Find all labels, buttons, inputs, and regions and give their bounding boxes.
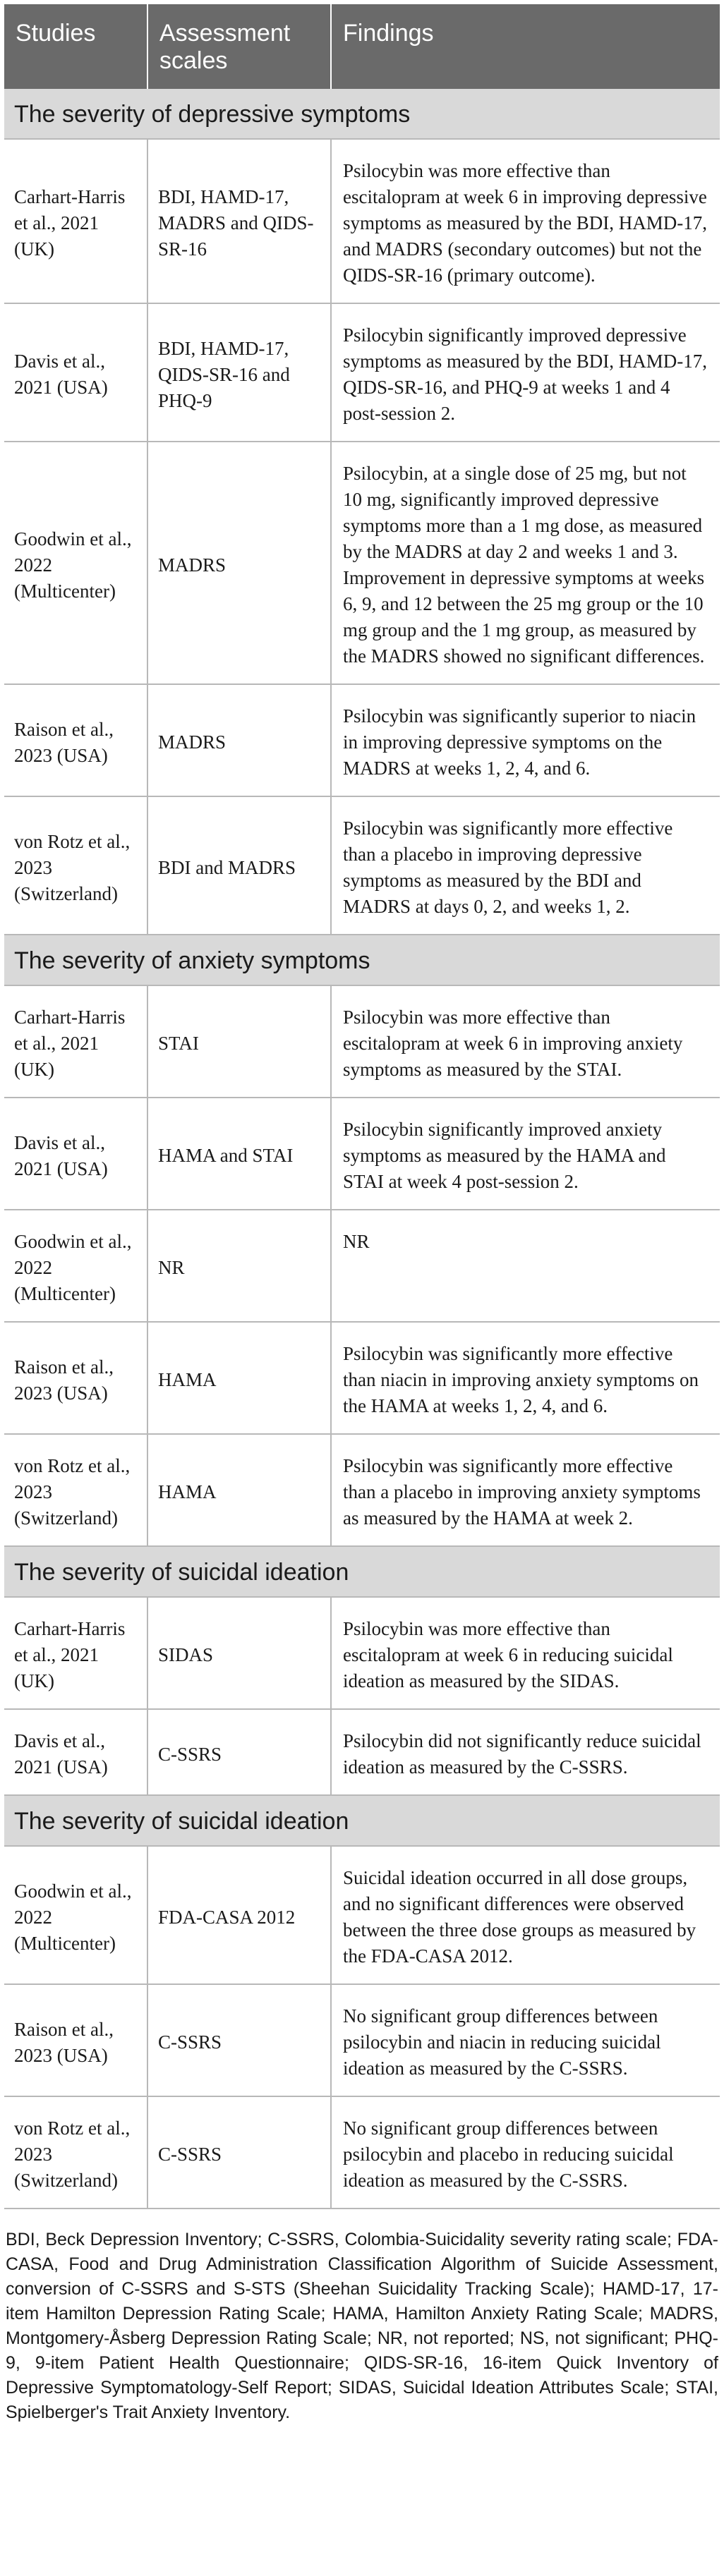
assessment-scales-cell: FDA-CASA 2012: [147, 1846, 331, 1984]
study-cell: Raison et al., 2023 (USA): [4, 1984, 147, 2096]
findings-text: Psilocybin, at a single dose of 25 mg, but not 10 mg, significantly improved depressive symptoms more than a 1 mg dose, as measured by the MADRS at day 2 and weeks 1 and 3.: [343, 463, 703, 562]
table-footnote: BDI, Beck Depression Inventory; C-SSRS, Colombia-Suicidality severity rating scale; FDA-CASA, Food and Drug Administration Classification Algorithm of Suicide Assessment, conversion of C-SSRS and S-STS (Sheehan Suicidality Tracking Scale); HAMD-17, 17-item Hamilton Depression Rating Scale; HAMA, Hamilton Anxiety Rating Scale; MADRS, Montgomery-Åsberg Depression Rating Scale; NR, not reported; NS, not significant; PHQ-9, 9-item Patient Health Questionnaire; QIDS-SR-16, 16-item Quick Inventory of Depressive Symptomatology-Self Report; SIDAS, Suicidal Ideation Attributes Scale; STAI, Spielberger's Trait Anxiety Inventory.: [6, 2230, 718, 2422]
table-row: [4, 985, 720, 1098]
findings-text: Psilocybin significantly improved depressive symptoms as measured by the BDI, HAMD-17, QIDS-SR-16, and PHQ-9 at weeks 1 and 4 post-session 2.: [343, 324, 707, 424]
study-cell: von Rotz et al., 2023 (Switzerland): [4, 1434, 147, 1546]
findings-cell: [331, 1709, 720, 1795]
study-cell: Goodwin et al., 2022 (Multicenter): [4, 1846, 147, 1984]
findings-text: Psilocybin was more effective than escitalopram at week 6 in improving anxiety symptoms as measured by the STAI.: [343, 1007, 683, 1080]
findings-cell: [331, 139, 720, 303]
table-row: [4, 2096, 720, 2209]
study-cell: Raison et al., 2023 (USA): [4, 1322, 147, 1434]
findings-cell: [331, 684, 720, 796]
findings-cell: [331, 1322, 720, 1434]
results-table: [4, 4, 720, 2209]
table-row: [4, 442, 720, 684]
findings-text: Improvement in depressive symptoms at weeks 6, 9, and 12 between the 25 mg group or the 10 mg group and the 1 mg group, as measured by the MADRS showed no significant differences.: [343, 567, 705, 667]
assessment-scales-cell: MADRS: [147, 684, 331, 796]
table-row: [4, 796, 720, 935]
study-cell: Davis et al., 2021 (USA): [4, 1709, 147, 1795]
findings-text: Psilocybin was more effective than escitalopram at week 6 in reducing suicidal ideation as measured by the SIDAS.: [343, 1618, 673, 1691]
findings-text: Psilocybin was significantly more effective than a placebo in improving depressive symptoms as measured by the BDI and MADRS at days 0, 2, and weeks 1, 2.: [343, 818, 673, 917]
table-header: [4, 4, 720, 89]
table-row: [4, 1098, 720, 1210]
document-page: [4, 4, 720, 2425]
findings-cell: [331, 1434, 720, 1546]
table-row: [4, 1322, 720, 1434]
assessment-scales-cell: NR: [147, 1210, 331, 1322]
study-cell: Goodwin et al., 2022 (Multicenter): [4, 1210, 147, 1322]
study-cell: von Rotz et al., 2023 (Switzerland): [4, 2096, 147, 2209]
table-row: [4, 1709, 720, 1795]
table-row: [4, 1597, 720, 1709]
assessment-scales-cell: HAMA: [147, 1322, 331, 1434]
study-cell: Carhart-Harris et al., 2021 (UK): [4, 985, 147, 1098]
study-cell: Raison et al., 2023 (USA): [4, 684, 147, 796]
section-title: The severity of suicidal ideation: [4, 1795, 720, 1846]
assessment-scales-cell: BDI, HAMD-17, QIDS-SR-16 and PHQ-9: [147, 303, 331, 442]
findings-cell: [331, 442, 720, 684]
findings-text: Psilocybin was more effective than escitalopram at week 6 in improving depressive symptoms as measured by the BDI, HAMD-17, and MADRS (secondary outcomes) but not the QIDS-SR-16 (primary outcome).: [343, 160, 707, 286]
section-title: The severity of depressive symptoms: [4, 89, 720, 139]
study-cell: von Rotz et al., 2023 (Switzerland): [4, 796, 147, 935]
findings-cell: [331, 303, 720, 442]
findings-cell: [331, 1846, 720, 1984]
assessment-scales-cell: C-SSRS: [147, 1984, 331, 2096]
header-assessment-scales: Assessment scales: [147, 4, 331, 89]
findings-text: NR: [343, 1231, 370, 1252]
assessment-scales-cell: STAI: [147, 985, 331, 1098]
table-row: [4, 684, 720, 796]
findings-cell: [331, 796, 720, 935]
table-row: [4, 1846, 720, 1984]
table-row: [4, 1984, 720, 2096]
findings-text: Psilocybin significantly improved anxiety symptoms as measured by the HAMA and STAI at week 4 post-session 2.: [343, 1119, 666, 1192]
findings-text: Psilocybin was significantly superior to niacin in improving depressive symptoms on the MADRS at weeks 1, 2, 4, and 6.: [343, 705, 696, 779]
findings-cell: [331, 2096, 720, 2209]
findings-text: Suicidal ideation occurred in all dose groups, and no significant differences were observed between the three dose groups as measured by the FDA-CASA 2012.: [343, 1867, 696, 1967]
section-title: The severity of suicidal ideation: [4, 1546, 720, 1597]
findings-text: No significant group differences between psilocybin and placebo in reducing suicidal ideation as measured by the C-SSRS.: [343, 2118, 674, 2191]
section-header-row: [4, 89, 720, 139]
assessment-scales-cell: HAMA and STAI: [147, 1098, 331, 1210]
findings-cell: [331, 1984, 720, 2096]
header-findings: Findings: [331, 4, 720, 89]
findings-text: Psilocybin was significantly more effective than a placebo in improving anxiety symptoms as measured by the HAMA at week 2.: [343, 1455, 701, 1529]
section-title: The severity of anxiety symptoms: [4, 935, 720, 985]
findings-text: Psilocybin was significantly more effective than niacin in improving anxiety symptoms on the HAMA at weeks 1, 2, 4, and 6.: [343, 1343, 699, 1416]
assessment-scales-cell: MADRS: [147, 442, 331, 684]
assessment-scales-cell: BDI, HAMD-17, MADRS and QIDS-SR-16: [147, 139, 331, 303]
assessment-scales-cell: SIDAS: [147, 1597, 331, 1709]
study-cell: Carhart-Harris et al., 2021 (UK): [4, 1597, 147, 1709]
findings-cell: [331, 1098, 720, 1210]
assessment-scales-cell: HAMA: [147, 1434, 331, 1546]
findings-cell: [331, 1597, 720, 1709]
study-cell: Davis et al., 2021 (USA): [4, 1098, 147, 1210]
study-cell: Goodwin et al., 2022 (Multicenter): [4, 442, 147, 684]
findings-text: Psilocybin did not significantly reduce suicidal ideation as measured by the C-SSRS.: [343, 1730, 701, 1778]
assessment-scales-cell: BDI and MADRS: [147, 796, 331, 935]
section-header-row: [4, 935, 720, 985]
table-row: [4, 1434, 720, 1546]
findings-text: No significant group differences between psilocybin and niacin in reducing suicidal ideation as measured by the C-SSRS.: [343, 2005, 661, 2079]
assessment-scales-cell: C-SSRS: [147, 2096, 331, 2209]
section-header-row: [4, 1795, 720, 1846]
findings-cell: [331, 985, 720, 1098]
table-row: [4, 303, 720, 442]
section-header-row: [4, 1546, 720, 1597]
table-row: [4, 1210, 720, 1322]
table-body: [4, 89, 720, 2209]
table-row: [4, 139, 720, 303]
assessment-scales-cell: C-SSRS: [147, 1709, 331, 1795]
study-cell: Davis et al., 2021 (USA): [4, 303, 147, 442]
header-studies: Studies: [4, 4, 147, 89]
study-cell: Carhart-Harris et al., 2021 (UK): [4, 139, 147, 303]
findings-cell: [331, 1210, 720, 1322]
